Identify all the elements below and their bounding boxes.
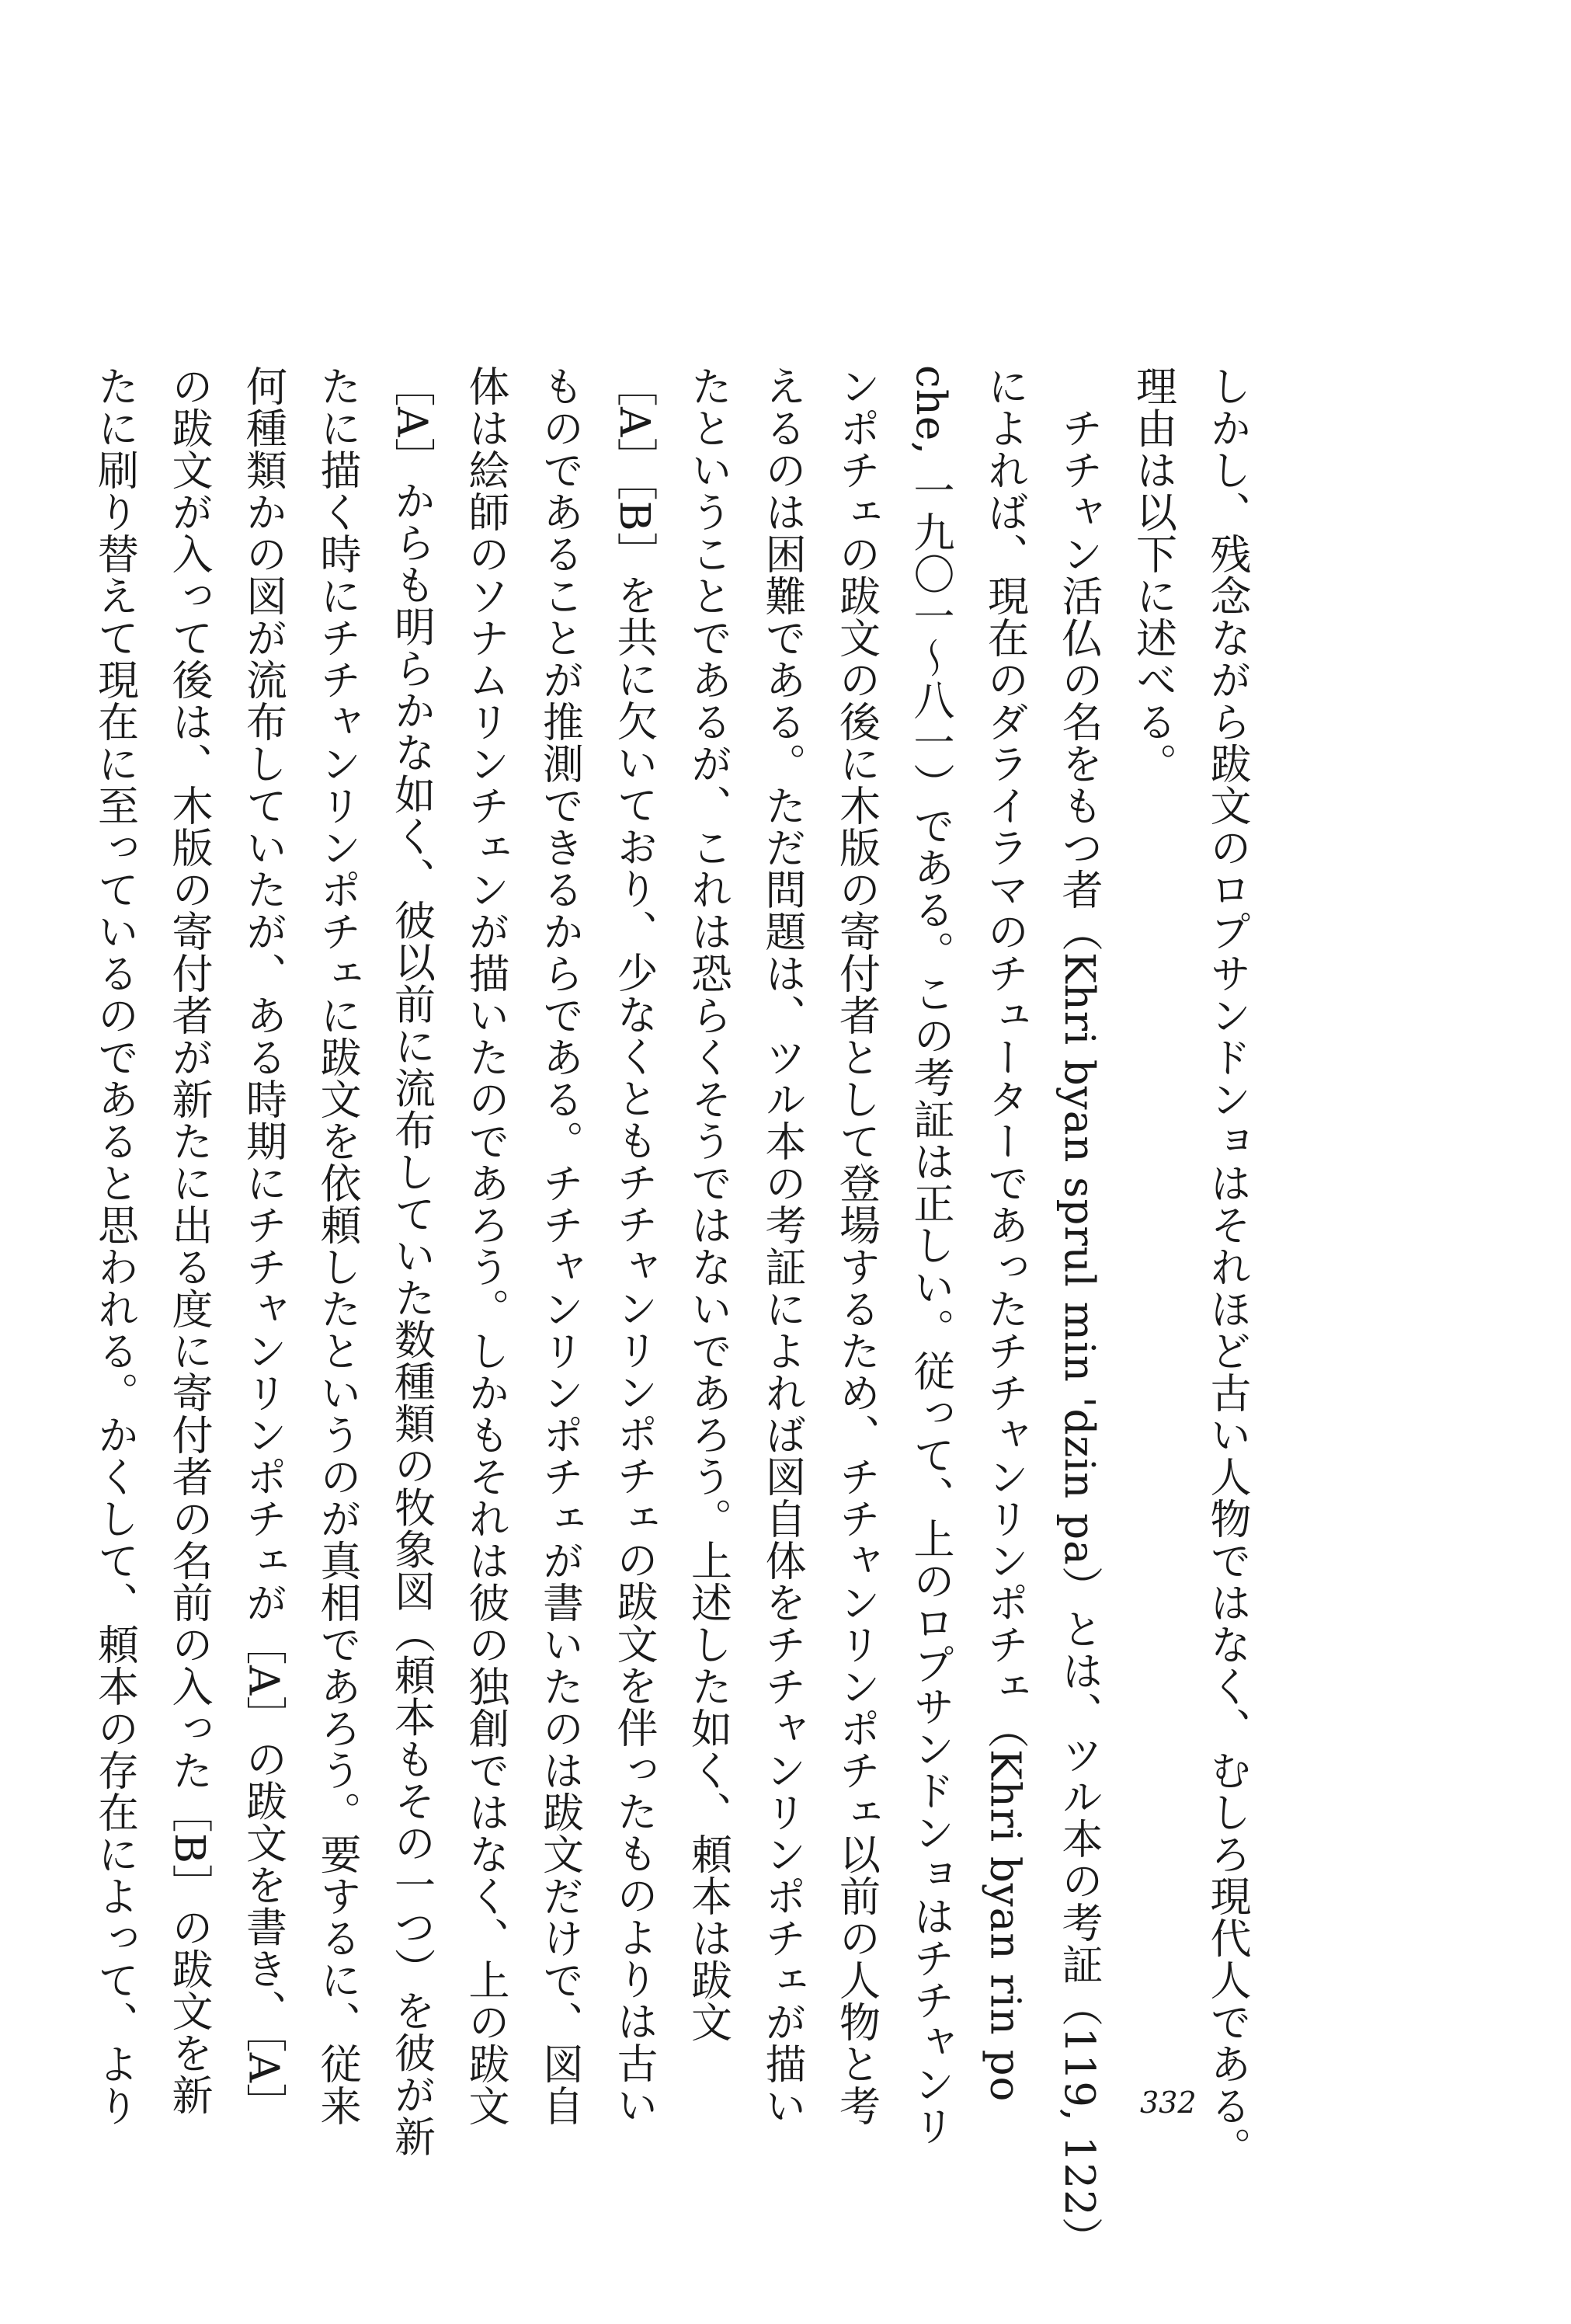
page-number: 332 [1140,2086,1197,2120]
text-line: によれば、現在のダライラマのチューターであったチチャンリンポチェ（Khri byan rin po [981,365,1029,2103]
text-line: 体は絵師のソナムリンチェンが描いたのであろう。しかもそれは彼の独創ではなく、上の跋文 [462,365,509,2127]
text-line: 理由は以下に述べる。 [1129,365,1177,785]
text-line: しかし、残念ながら跋文のロプサンドンョはそれほど古い人物ではなく、むしろ現代人である。 [1204,365,1251,2169]
text-line: チチャン活仏の名をもつ者（Khri byan sprul min 'dzin pa）とは、ツル本の考証（119, 122） [1055,365,1103,2259]
text-line: ものであることが推測できるからである。チチャンリンポチェが書いたのは跋文だけで、図自 [536,365,584,2127]
text-line: たということであるが、これは恐らくそうではないであろう。上述した如く、頼本は跋文 [684,365,732,2043]
text-line: たに描く時にチチャンリンポチェに跋文を依頼したというのが真相であろう。要するに、従来 [314,365,361,2127]
text-line: の跋文が入って後は、木版の寄付者が新たに出る度に寄付者の名前の入った［B］の跋文を新 [165,365,213,2116]
text-line: えるのは困難である。ただ問題は、ツル本の考証によれば図自体をチチャンリンポチェが描い [759,365,806,2127]
text-line: ［A］［B］を共に欠いており、少なくともチチャンリンポチェの跋文を伴ったものよりは古い [610,365,658,2126]
text-line: たに刷り替えて現在に至っているのであると思われる。かくして、頼本の存在によって、より [91,365,139,2127]
text-line: 何種類かの図が流布していたが、ある時期にチチャンリンポチェが［A］の跋文を書き、［A］ [239,365,287,2126]
text-line: ［A］からも明らかな如く、彼以前に流布していた数種類の牧象図（頼本もその一つ）を彼が新 [388,365,436,2158]
text-line: ンポチェの跋文の後に木版の寄付者として登場するため、チチャンリンポチェ以前の人物と考 [832,365,881,2127]
text-line: che, 一九〇一～八一）である。この考証は正しい。従って、上のロプサンドンョはチチャンリ [907,365,954,2147]
